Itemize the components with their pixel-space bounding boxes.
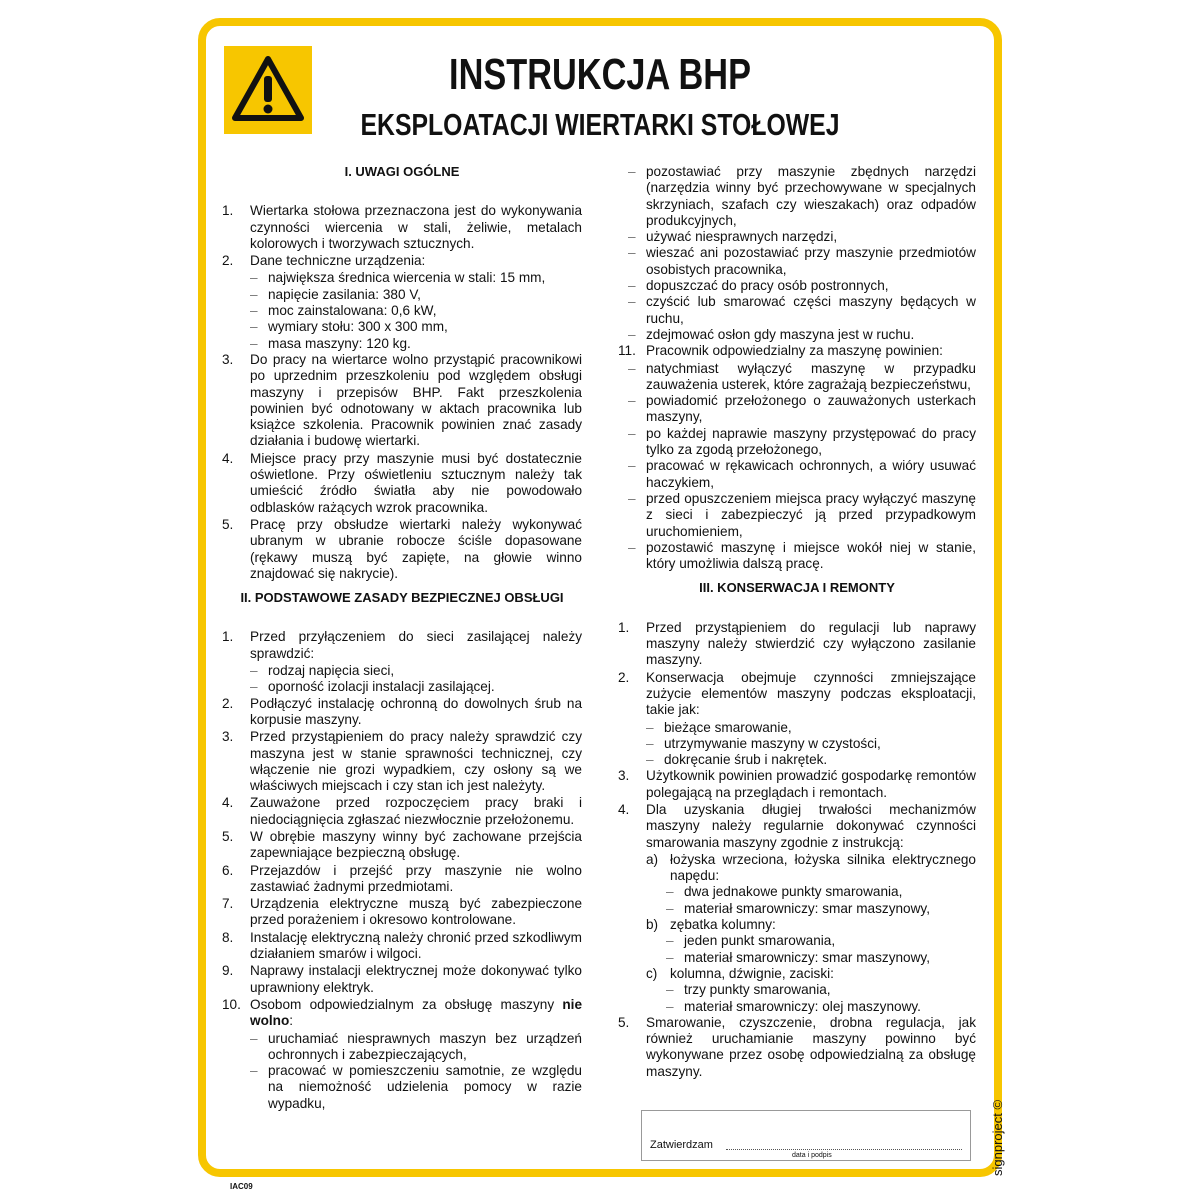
list-item: 3. Przed przystąpieniem do pracy należy sprawdzić czy maszyna jest w stanie sprawności technicznej, czy włączenie nie grozi wypadkiem, czy osłony są we właściwych miejscach i czy stan ich jest należyty. — [222, 729, 582, 794]
list-item: 3. Do pracy na wiertarce wolno przystąpić pracownikowi po uprzednim przeszkoleniu pod względem obsługi maszyny i przepisów BHP. Fakt przeszkolenia powinien być odnotowany w aktach pracownika lub książce szkolenia. Pracownik powinien znać zasady działania i budowę wiertarki. — [222, 351, 582, 449]
sub-item: – bieżące smarowanie, — [646, 719, 792, 735]
sub-item: – przed opuszczeniem miejsca pracy wyłączyć maszynę z sieci i zabezpieczyć ją przed przypadkowym uruchomieniem, — [628, 490, 976, 539]
list-item: 5. Pracę przy obsłudze wiertarki należy wykonywać ubranym w ubranie robocze ściśle dopasowane (rękawy muszą być zapięte, na głowie winno znajdować się nakrycie). — [222, 516, 582, 581]
lettered-item: b) zębatka kolumny: — [646, 917, 776, 933]
sub-item: – trzy punkty smarowania, — [666, 982, 831, 998]
sub-item: – napięcie zasilania: 380 V, — [250, 286, 421, 302]
sub-item: – materiał smarowniczy: smar maszynowy, — [666, 900, 930, 916]
sub-item: – czyścić lub smarować części maszyny będących w ruchu, — [628, 294, 976, 326]
sub-item: – pozostawić maszynę i miejsce wokół niej w stanie, który umożliwia dalszą pracę. — [628, 539, 976, 572]
brand-label: signproject © — [990, 1099, 1005, 1176]
list-item: 4. Dla uzyskania długiej trwałości mechanizmów maszyny należy regularnie dokonywać czynności smarowania maszyny zgodnie z instrukcją: — [618, 801, 976, 850]
sub-item: – materiał smarowniczy: smar maszynowy, — [666, 949, 930, 965]
list-item: 8. Instalację elektryczną należy chronić przed szkodliwym działaniem smarów i wilgoci. — [222, 929, 582, 962]
sub-item: – pozostawiać przy maszynie zbędnych narzędzi (narzędzia winny być przechowywane w specjalnych skrzyniach, szafach czy wieszakach) oraz odpadów produkcyjnych, — [628, 164, 976, 228]
warning-sign — [224, 46, 312, 134]
signature-box — [641, 1110, 971, 1161]
list-item: 2. Podłączyć instalację ochronną do dowolnych śrub na korpusie maszyny. — [222, 695, 582, 727]
list-item: 1. Przed przystąpieniem do regulacji lub naprawy maszyny należy stwierdzić czy wyłączono zasilanie maszyny. — [618, 619, 976, 668]
signature-sublabel: data i podpis — [792, 1152, 832, 1159]
sub-item: – oporność izolacji instalacji zasilającej. — [250, 679, 495, 695]
sub-item: – jeden punkt smarowania, — [666, 933, 836, 949]
sub-item: – uruchamiać niesprawnych maszyn bez urządzeń ochronnych i zabezpieczających, — [250, 1030, 582, 1062]
list-item: 2. Dane techniczne urządzenia: — [222, 253, 426, 269]
sub-item: – powiadomić przełożonego o zauważonych usterkach maszyny, — [628, 393, 976, 425]
right-column — [618, 164, 976, 1081]
list-item: 3. Użytkownik powinien prowadzić gospodarkę remontów polegającą na przeglądach i remontach. — [618, 768, 976, 800]
sub-item: – dwa jednakowe punkty smarowania, — [666, 884, 903, 900]
sub-item: – moc zainstalowana: 0,6 kW, — [250, 303, 437, 319]
page-title: INSTRUKCJA BHP — [449, 50, 751, 99]
list-item: 6. Przejazdów i przejść przy maszynie nie wolno zastawiać żadnymi przedmiotami. — [222, 862, 582, 894]
sub-item: – największa średnica wiercenia w stali: 15 mm, — [250, 270, 546, 286]
section-heading: II. PODSTAWOWE ZASADY BEZPIECZNEJ OBSŁUGI — [240, 590, 564, 606]
sub-item: – wieszać ani pozostawiać przy maszynie przedmiotów osobistych pracownika, — [628, 245, 976, 277]
sub-item: – po każdej naprawie maszyny przystępować do pracy tylko za zgodą przełożonego, — [628, 425, 976, 458]
sub-item: – masa maszyny: 120 kg. — [250, 335, 411, 351]
product-code: IAC09 — [230, 1182, 253, 1191]
lettered-item: a) łożyska wrzeciona, łożyska silnika elektrycznego napędu: — [646, 851, 976, 884]
sub-item: – materiał smarowniczy: olej maszynowy. — [666, 998, 921, 1014]
sub-item: – dokręcanie śrub i nakrętek. — [646, 752, 828, 768]
list-item: 1. Przed przyłączeniem do sieci zasilającej należy sprawdzić: — [222, 629, 582, 661]
lettered-item: c) kolumna, dźwignie, zaciski: — [646, 965, 834, 981]
sub-item: – pracować w pomieszczeniu samotnie, ze względu na niemożność udzielenia pomocy w razie wypadku, — [250, 1063, 582, 1111]
section-heading: I. UWAGI OGÓLNE — [344, 164, 460, 179]
list-item: 10. Osobom odpowiedzialnym za obsługę maszyny nie wolno: — [222, 996, 582, 1029]
bold-phrase: nie wolno — [250, 996, 582, 1029]
signature-label: Zatwierdzam — [650, 1139, 713, 1151]
sub-item: – rodzaj napięcia sieci, — [250, 663, 395, 679]
sub-item: – zdejmować osłon gdy maszyna jest w ruchu. — [628, 326, 915, 342]
sub-item: – pracować w rękawicach ochronnych, a wióry usuwać haczykiem, — [628, 458, 976, 490]
list-item: 4. Miejsce pracy przy maszynie musi być dostatecznie oświetlone. Przy oświetleniu sztucznym należy tak umieścić źródło światła aby nie powodowało odblasków rażących wzrok pracownika. — [222, 450, 582, 515]
left-column — [222, 164, 582, 1112]
section-heading: III. KONSERWACJA I REMONTY — [699, 580, 895, 596]
list-item: 5. W obrębie maszyny winny być zachowane przejścia zapewniające bezpieczną obsługę. — [222, 828, 582, 861]
list-item: 1. Wiertarka stołowa przeznaczona jest do wykonywania czynności wiercenia w stali, żeliwie, metalach kolorowych i tworzywach sztucznych. — [222, 203, 582, 251]
sub-item: – natychmiast wyłączyć maszynę w przypadku zauważenia usterek, które zagrażają bezpieczeństwu, — [628, 360, 976, 392]
list-item: 2. Konserwacja obejmuje czynności zmniejszające zużycie elementów maszyny podczas eksploatacji, takie jak: — [618, 669, 976, 718]
list-item: 9. Naprawy instalacji elektrycznej może dokonywać tylko uprawniony elektryk. — [222, 963, 582, 995]
list-item: 5. Smarowanie, czyszczenie, drobna regulacja, jak również uruchamianie maszyny powinno być wykonywane przez osobę odpowiedzialną za obsługę maszyny. — [618, 1014, 976, 1079]
signature-line — [726, 1149, 962, 1150]
sub-item: – dopuszczać do pracy osób postronnych, — [628, 278, 889, 294]
sub-item: – używać niesprawnych narzędzi, — [628, 229, 838, 245]
warning-triangle-icon — [232, 56, 304, 122]
list-item: 7. Urządzenia elektryczne muszą być zabezpieczone przed porażeniem i okresowo kontrolowane. — [222, 896, 582, 928]
page-subtitle: EKSPLOATACJI WIERTARKI STOŁOWEJ — [360, 107, 840, 142]
sub-item: – utrzymywanie maszyny w czystości, — [646, 735, 881, 751]
list-item: 11. Pracownik odpowiedzialny za maszynę powinien: — [618, 343, 943, 359]
sub-item: – wymiary stołu: 300 x 300 mm, — [250, 319, 448, 335]
list-item: 4. Zauważone przed rozpoczęciem pracy braki i niedociągnięcia zgłaszać niezwłocznie przełożonemu. — [222, 795, 582, 827]
